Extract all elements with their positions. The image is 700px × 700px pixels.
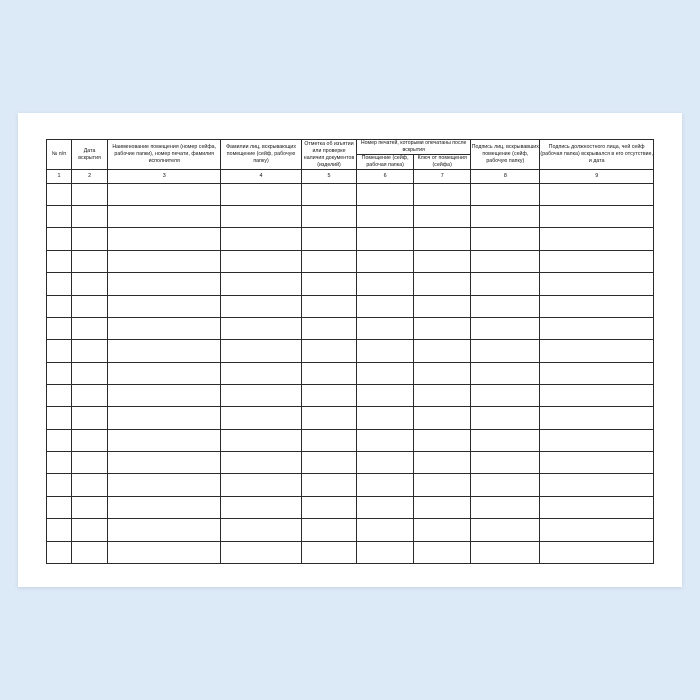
table-row[interactable] xyxy=(47,250,654,272)
table-cell-empty[interactable] xyxy=(221,317,302,339)
header-col-1: № п/п xyxy=(47,140,72,170)
table-cell-empty[interactable] xyxy=(221,429,302,451)
table-cell-empty[interactable] xyxy=(540,317,654,339)
table-cell-empty[interactable] xyxy=(357,183,414,205)
header-col-5: Отметка об изъятии или проверке наличия документов (изделий) xyxy=(301,140,356,170)
table-cell-empty[interactable] xyxy=(414,384,471,406)
table-cell-empty[interactable] xyxy=(221,362,302,384)
column-number-6: 6 xyxy=(357,170,414,184)
table-cell-empty[interactable] xyxy=(414,362,471,384)
column-number-3: 3 xyxy=(108,170,221,184)
table-cell-empty[interactable] xyxy=(71,541,107,564)
table-cell-empty[interactable] xyxy=(71,452,107,474)
table-cell-empty[interactable] xyxy=(221,384,302,406)
table-cell-empty[interactable] xyxy=(301,541,356,564)
table-cell-empty[interactable] xyxy=(471,384,540,406)
table-cell-empty[interactable] xyxy=(471,474,540,496)
header-col-7: Ключ от помещения (сейфа) xyxy=(414,155,471,170)
table-cell-empty[interactable] xyxy=(357,228,414,250)
table-cell-empty[interactable] xyxy=(221,295,302,317)
table-cell-empty[interactable] xyxy=(414,183,471,205)
table-cell-empty[interactable] xyxy=(414,407,471,429)
table-cell-empty[interactable] xyxy=(47,407,72,429)
table-cell-empty[interactable] xyxy=(221,340,302,362)
table-cell-empty[interactable] xyxy=(71,496,107,518)
column-number-row xyxy=(47,170,654,184)
table-cell-empty[interactable] xyxy=(471,250,540,272)
table-cell-empty[interactable] xyxy=(301,519,356,541)
table-cell-empty[interactable] xyxy=(357,317,414,339)
table-cell-empty[interactable] xyxy=(108,407,221,429)
table-row[interactable] xyxy=(47,496,654,518)
table-row[interactable] xyxy=(47,541,654,564)
table-cell-empty[interactable] xyxy=(414,273,471,295)
table-cell-empty[interactable] xyxy=(71,362,107,384)
table-cell-empty[interactable] xyxy=(540,384,654,406)
table-cell-empty[interactable] xyxy=(414,452,471,474)
table-cell-empty[interactable] xyxy=(540,250,654,272)
table-cell-empty[interactable] xyxy=(301,183,356,205)
table-cell-empty[interactable] xyxy=(301,228,356,250)
table-cell-empty[interactable] xyxy=(71,519,107,541)
table-cell-empty[interactable] xyxy=(357,474,414,496)
table-cell-empty[interactable] xyxy=(71,429,107,451)
table-cell-empty[interactable] xyxy=(357,452,414,474)
table-cell-empty[interactable] xyxy=(540,206,654,228)
column-number-1: 1 xyxy=(47,170,72,184)
table-cell-empty[interactable] xyxy=(108,384,221,406)
table-cell-empty[interactable] xyxy=(301,206,356,228)
table-row[interactable] xyxy=(47,228,654,250)
table-cell-empty[interactable] xyxy=(471,407,540,429)
table-cell-empty[interactable] xyxy=(540,474,654,496)
table-cell-empty[interactable] xyxy=(71,295,107,317)
table-cell-empty[interactable] xyxy=(414,519,471,541)
column-number-7: 7 xyxy=(414,170,471,184)
table-cell-empty[interactable] xyxy=(71,273,107,295)
table-cell-empty[interactable] xyxy=(221,452,302,474)
table-cell-empty[interactable] xyxy=(221,273,302,295)
table-cell-empty[interactable] xyxy=(540,228,654,250)
header-col-4: Фамилии лиц, вскрывающих помещение (сейф, рабочую папку) xyxy=(221,140,302,170)
table-cell-empty[interactable] xyxy=(471,183,540,205)
table-cell-empty[interactable] xyxy=(221,474,302,496)
table-row[interactable] xyxy=(47,273,654,295)
table-cell-empty[interactable] xyxy=(357,496,414,518)
table-row[interactable] xyxy=(47,519,654,541)
header-row-main xyxy=(47,140,654,155)
table-cell-empty[interactable] xyxy=(71,228,107,250)
column-number-9: 9 xyxy=(540,170,654,184)
table-cell-empty[interactable] xyxy=(471,206,540,228)
table-cell-empty[interactable] xyxy=(71,206,107,228)
table-cell-empty[interactable] xyxy=(414,250,471,272)
table-cell-empty[interactable] xyxy=(414,496,471,518)
table-cell-empty[interactable] xyxy=(47,362,72,384)
table-cell-empty[interactable] xyxy=(47,384,72,406)
journal-table-area xyxy=(46,139,654,564)
table-cell-empty[interactable] xyxy=(47,228,72,250)
header-col-2: Дата вскрытия xyxy=(71,140,107,170)
column-number-4: 4 xyxy=(221,170,302,184)
table-cell-empty[interactable] xyxy=(357,429,414,451)
table-cell-empty[interactable] xyxy=(301,340,356,362)
table-header xyxy=(47,140,654,170)
table-cell-empty[interactable] xyxy=(47,206,72,228)
table-cell-empty[interactable] xyxy=(221,519,302,541)
table-cell-empty[interactable] xyxy=(540,340,654,362)
table-cell-empty[interactable] xyxy=(47,474,72,496)
table-cell-empty[interactable] xyxy=(47,183,72,205)
table-cell-empty[interactable] xyxy=(108,474,221,496)
table-cell-empty[interactable] xyxy=(357,519,414,541)
table-cell-empty[interactable] xyxy=(414,340,471,362)
table-cell-empty[interactable] xyxy=(221,183,302,205)
table-cell-empty[interactable] xyxy=(471,452,540,474)
table-cell-empty[interactable] xyxy=(221,206,302,228)
table-cell-empty[interactable] xyxy=(301,295,356,317)
table-cell-empty[interactable] xyxy=(47,541,72,564)
table-cell-empty[interactable] xyxy=(540,452,654,474)
table-cell-empty[interactable] xyxy=(47,250,72,272)
table-cell-empty[interactable] xyxy=(71,317,107,339)
table-cell-empty[interactable] xyxy=(221,541,302,564)
table-cell-empty[interactable] xyxy=(47,496,72,518)
table-cell-empty[interactable] xyxy=(471,317,540,339)
table-cell-empty[interactable] xyxy=(471,519,540,541)
table-cell-empty[interactable] xyxy=(108,273,221,295)
table-cell-empty[interactable] xyxy=(108,452,221,474)
header-col-9: Подпись должностного лица, чей сейф (рабочая папка) вскрывался в его отсутствие, и дата xyxy=(540,140,654,170)
journal-table xyxy=(46,139,654,564)
table-cell-empty[interactable] xyxy=(108,295,221,317)
table-cell-empty[interactable] xyxy=(414,317,471,339)
table-cell-empty[interactable] xyxy=(301,496,356,518)
table-cell-empty[interactable] xyxy=(414,429,471,451)
table-cell-empty[interactable] xyxy=(71,474,107,496)
table-cell-empty[interactable] xyxy=(540,496,654,518)
table-cell-empty[interactable] xyxy=(471,295,540,317)
table-body xyxy=(47,170,654,564)
header-group-seals: Номер печатей, которыми опечатаны после вскрытия xyxy=(357,140,471,155)
table-cell-empty[interactable] xyxy=(471,429,540,451)
table-cell-empty[interactable] xyxy=(108,519,221,541)
table-cell-empty[interactable] xyxy=(540,519,654,541)
table-row[interactable] xyxy=(47,362,654,384)
table-cell-empty[interactable] xyxy=(108,541,221,564)
table-cell-empty[interactable] xyxy=(47,340,72,362)
table-cell-empty[interactable] xyxy=(357,384,414,406)
table-row[interactable] xyxy=(47,474,654,496)
table-cell-empty[interactable] xyxy=(47,519,72,541)
header-col-8: Подпись лиц, вскрывавших помещение (сейф, рабочую папку) xyxy=(471,140,540,170)
table-cell-empty[interactable] xyxy=(71,340,107,362)
table-cell-empty[interactable] xyxy=(47,295,72,317)
table-cell-empty[interactable] xyxy=(71,250,107,272)
table-cell-empty[interactable] xyxy=(71,384,107,406)
table-cell-empty[interactable] xyxy=(108,250,221,272)
table-cell-empty[interactable] xyxy=(71,407,107,429)
table-cell-empty[interactable] xyxy=(414,206,471,228)
table-cell-empty[interactable] xyxy=(221,407,302,429)
table-cell-empty[interactable] xyxy=(301,250,356,272)
table-cell-empty[interactable] xyxy=(221,250,302,272)
table-cell-empty[interactable] xyxy=(540,407,654,429)
table-cell-empty[interactable] xyxy=(471,228,540,250)
paper-sheet xyxy=(18,113,682,587)
table-row[interactable] xyxy=(47,407,654,429)
table-cell-empty[interactable] xyxy=(414,228,471,250)
table-cell-empty[interactable] xyxy=(301,407,356,429)
table-cell-empty[interactable] xyxy=(301,317,356,339)
table-row[interactable] xyxy=(47,206,654,228)
table-cell-empty[interactable] xyxy=(357,250,414,272)
table-cell-empty[interactable] xyxy=(414,541,471,564)
table-cell-empty[interactable] xyxy=(301,429,356,451)
table-cell-empty[interactable] xyxy=(47,452,72,474)
table-cell-empty[interactable] xyxy=(108,206,221,228)
table-cell-empty[interactable] xyxy=(471,496,540,518)
table-row[interactable] xyxy=(47,340,654,362)
table-cell-empty[interactable] xyxy=(108,228,221,250)
table-row[interactable] xyxy=(47,183,654,205)
table-row[interactable] xyxy=(47,452,654,474)
table-cell-empty[interactable] xyxy=(471,273,540,295)
table-cell-empty[interactable] xyxy=(108,183,221,205)
column-number-8: 8 xyxy=(471,170,540,184)
table-cell-empty[interactable] xyxy=(357,362,414,384)
table-cell-empty[interactable] xyxy=(108,340,221,362)
table-cell-empty[interactable] xyxy=(471,362,540,384)
header-col-3: Наименование помещения (номер сейфа, рабочие папки), номер печати, фамилия исполнителя xyxy=(108,140,221,170)
table-cell-empty[interactable] xyxy=(357,295,414,317)
table-cell-empty[interactable] xyxy=(357,340,414,362)
table-cell-empty[interactable] xyxy=(47,273,72,295)
column-number-2: 2 xyxy=(71,170,107,184)
table-cell-empty[interactable] xyxy=(301,273,356,295)
table-cell-empty[interactable] xyxy=(540,429,654,451)
table-cell-empty[interactable] xyxy=(357,273,414,295)
table-cell-empty[interactable] xyxy=(414,295,471,317)
table-cell-empty[interactable] xyxy=(471,541,540,564)
table-cell-empty[interactable] xyxy=(540,295,654,317)
table-row[interactable] xyxy=(47,384,654,406)
table-row[interactable] xyxy=(47,295,654,317)
table-cell-empty[interactable] xyxy=(221,496,302,518)
table-cell-empty[interactable] xyxy=(108,317,221,339)
table-row[interactable] xyxy=(47,317,654,339)
table-cell-empty[interactable] xyxy=(47,429,72,451)
table-cell-empty[interactable] xyxy=(357,541,414,564)
table-cell-empty[interactable] xyxy=(540,273,654,295)
table-cell-empty[interactable] xyxy=(301,384,356,406)
table-cell-empty[interactable] xyxy=(471,340,540,362)
table-cell-empty[interactable] xyxy=(414,474,471,496)
table-cell-empty[interactable] xyxy=(301,474,356,496)
table-cell-empty[interactable] xyxy=(357,407,414,429)
table-cell-empty[interactable] xyxy=(47,317,72,339)
table-cell-empty[interactable] xyxy=(540,183,654,205)
table-cell-empty[interactable] xyxy=(301,452,356,474)
header-col-6: Помещение (сейф, рабочая папка) xyxy=(357,155,414,170)
table-cell-empty[interactable] xyxy=(540,362,654,384)
table-cell-empty[interactable] xyxy=(221,228,302,250)
table-cell-empty[interactable] xyxy=(71,183,107,205)
table-cell-empty[interactable] xyxy=(108,496,221,518)
table-cell-empty[interactable] xyxy=(108,362,221,384)
table-cell-empty[interactable] xyxy=(540,541,654,564)
table-cell-empty[interactable] xyxy=(108,429,221,451)
column-number-5: 5 xyxy=(301,170,356,184)
table-cell-empty[interactable] xyxy=(301,362,356,384)
table-cell-empty[interactable] xyxy=(357,206,414,228)
table-row[interactable] xyxy=(47,429,654,451)
